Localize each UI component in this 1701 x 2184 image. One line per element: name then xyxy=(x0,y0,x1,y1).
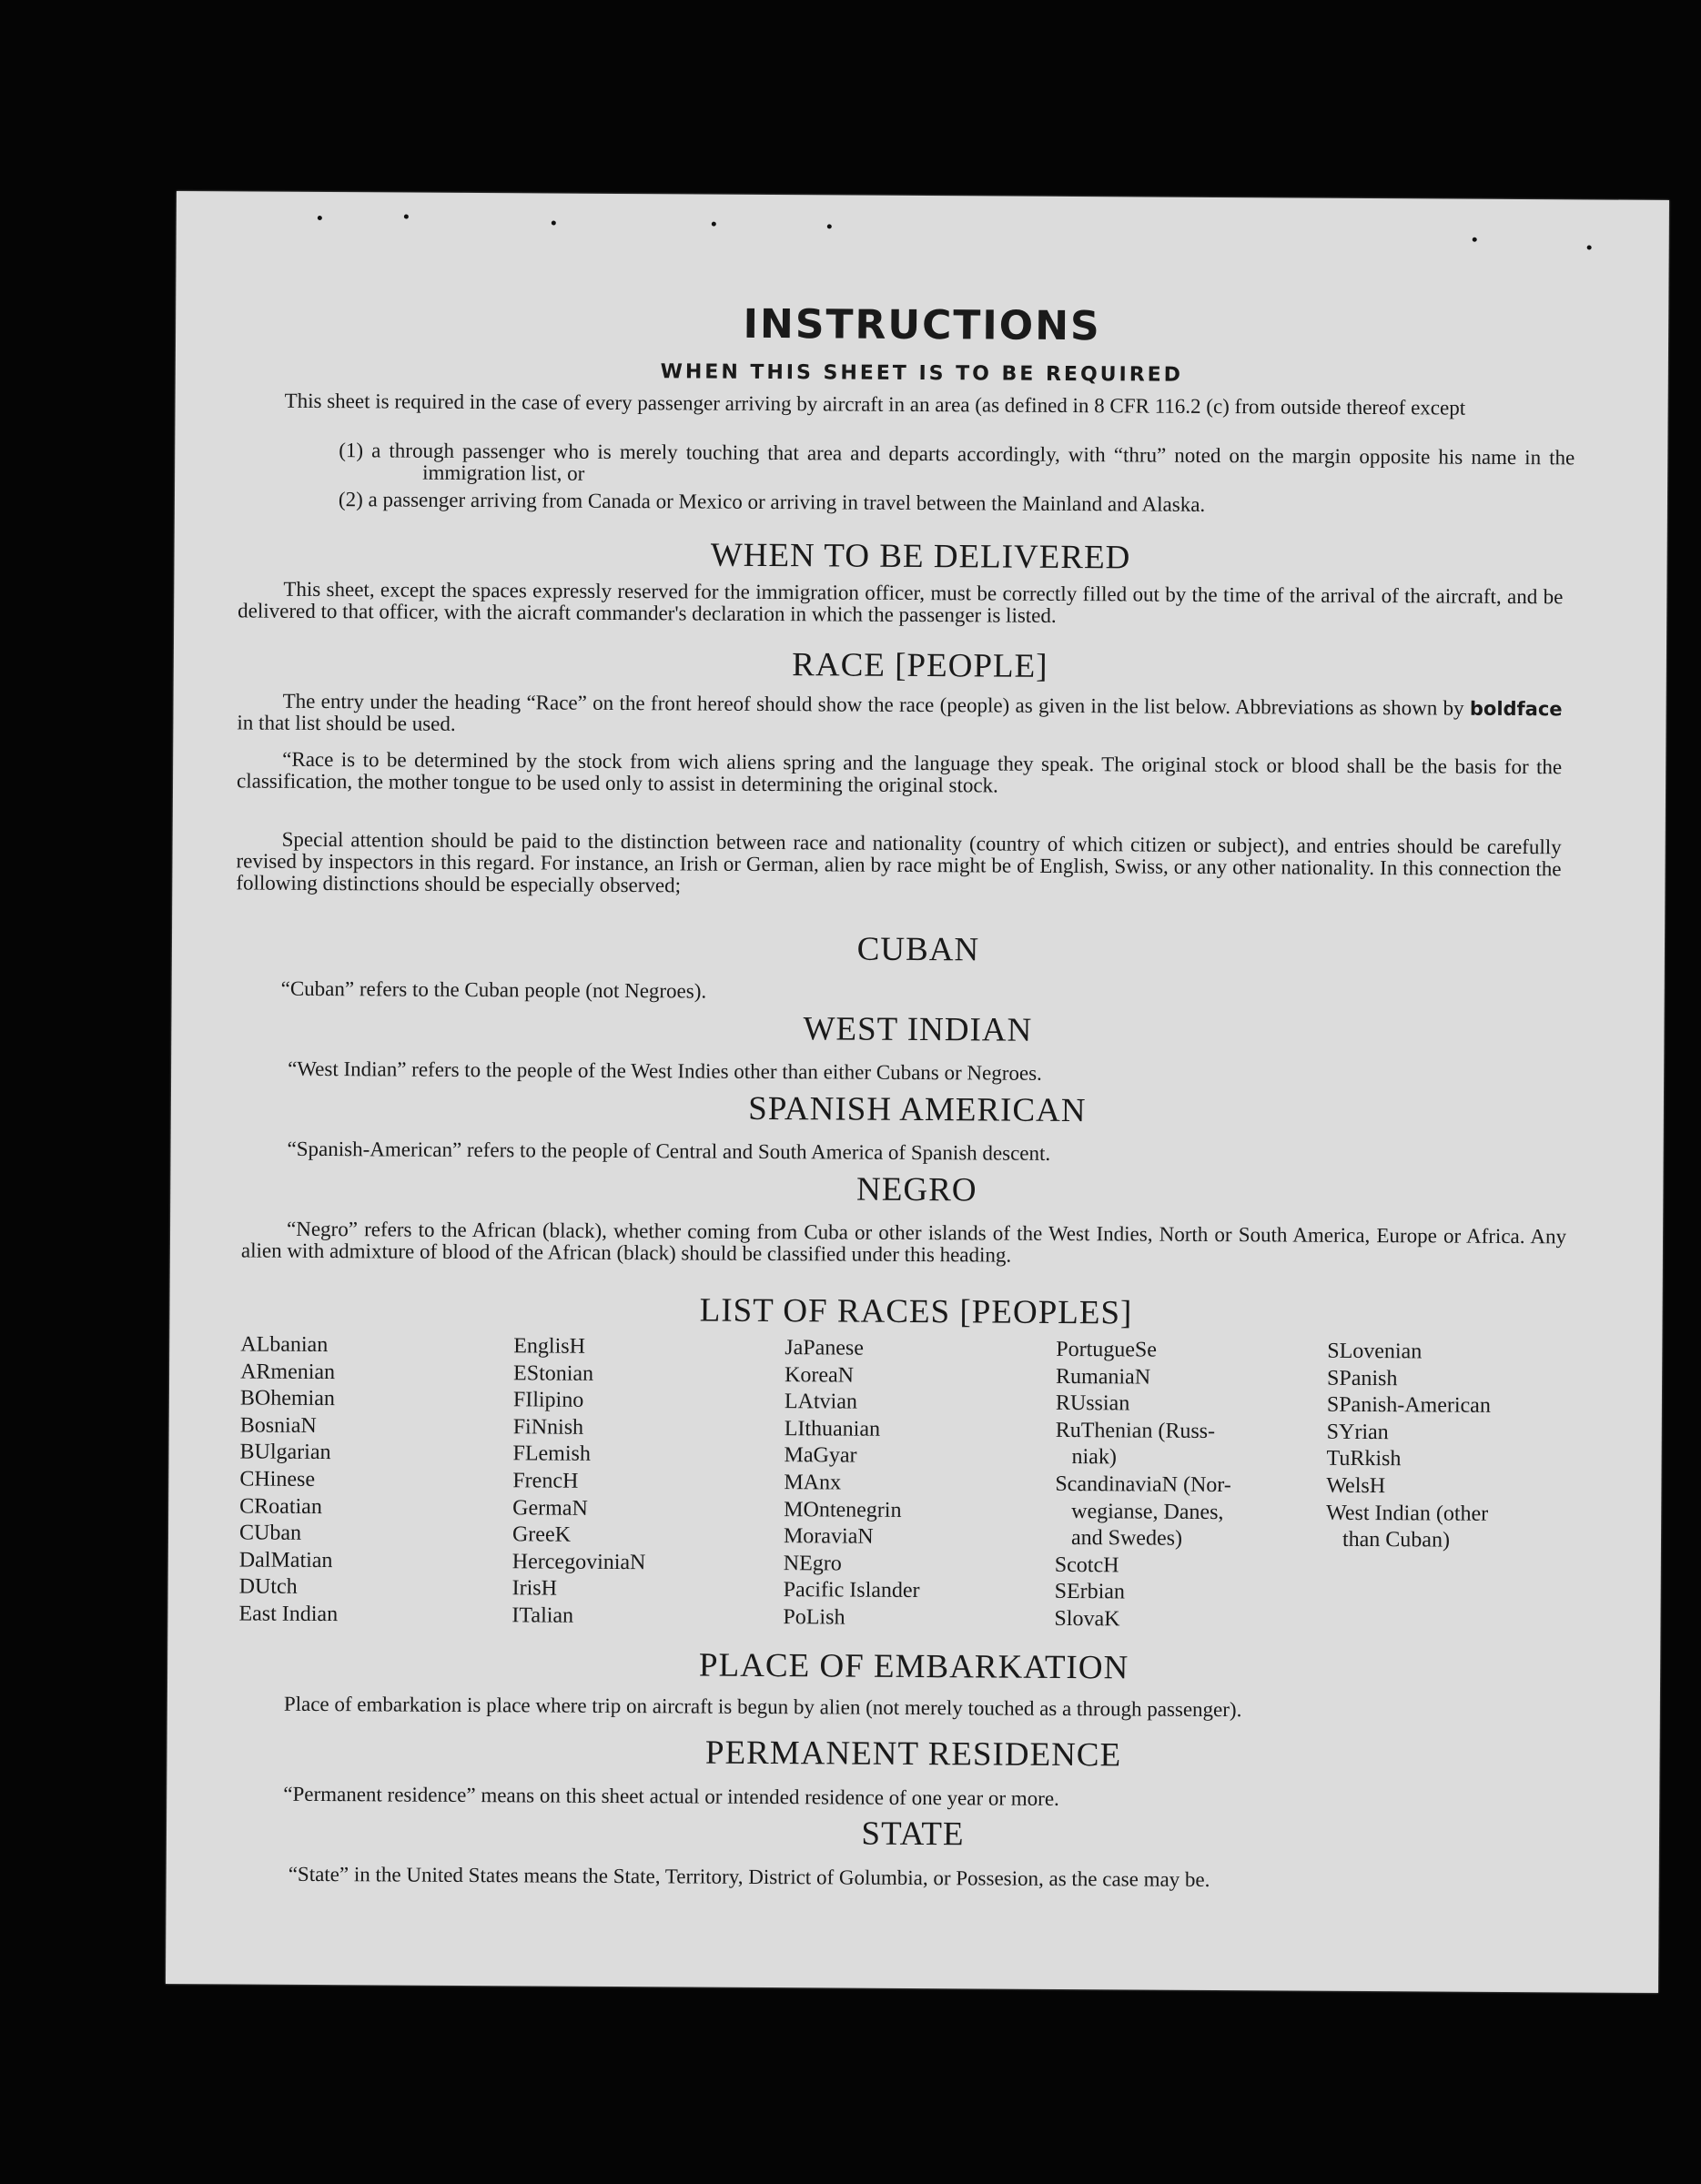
ink-speck xyxy=(318,216,322,220)
race-entry: CUban xyxy=(238,1521,302,1546)
heading-state: STATE xyxy=(861,1815,965,1854)
heading-place-of-embarkation: PLACE OF EMBARKATION xyxy=(698,1646,1129,1687)
race-entry: EnglisH xyxy=(513,1334,586,1359)
ink-speck xyxy=(712,222,716,227)
race-entry: FIlipino xyxy=(512,1388,584,1412)
race-entry: ALbanian xyxy=(240,1332,329,1358)
race-entry: IrisH xyxy=(511,1576,558,1601)
race-paragraph-2: “Race is to be determined by the stock from wich aliens spring and the language they speak. The original stock or blood shall be the basis for the classification, the mother tongue to be used only to assist in determining the original stock. xyxy=(236,747,1563,797)
race-entry: RuThenian (Russ- xyxy=(1055,1418,1216,1443)
race-entry: FiNnish xyxy=(512,1415,584,1440)
cuban-paragraph: “Cuban” refers to the Cuban people (not Negroes). xyxy=(280,976,707,1003)
heading-race: RACE [PEOPLE] xyxy=(792,646,1048,685)
race-entry: GermaN xyxy=(512,1495,588,1521)
intro-paragraph: This sheet is required in the case of every passenger arriving by aircraft in an area (as defined in 8 CFR 116.2 (c) from outside thereof except xyxy=(284,389,1466,420)
negro-paragraph: “Negro” refers to the African (black), whether coming from Cuba or other islands of the West Indies, North or South America, Europe or Africa. Any alien with admixture of blood of the African (black) should be classified under this heading. xyxy=(240,1217,1567,1267)
race-entry: KoreaN xyxy=(785,1362,855,1388)
race-paragraph-1 xyxy=(237,690,1562,742)
race-entry: SYrian xyxy=(1326,1420,1389,1444)
ink-speck xyxy=(404,215,409,219)
race-entry: ScotcH xyxy=(1054,1552,1119,1578)
race-entry: MaGyar xyxy=(784,1443,857,1468)
race-entry: than Cuban) xyxy=(1325,1527,1451,1552)
residence-paragraph: “Permanent residence” means on this sheet actual or intended residence of one year or more. xyxy=(283,1782,1059,1810)
race-entry: FLemish xyxy=(512,1441,591,1467)
exception-item-1: (1) a through passenger who is merely touching that area and departs accordingly, with “thru” noted on the margin opposite his name in the immigration list, or xyxy=(339,439,1575,485)
race-paragraph-3: Special attention should be paid to the distinction between race and nationality (country of which citizen or subject), and entries should be carefully revised by inspectors in this regard. For instance, an Irish or German, alien by race might be of English, Swiss, or any other nationality. In this connection the following distinctions should be especially observed; xyxy=(236,827,1562,897)
race-entry: SPanish-American xyxy=(1326,1392,1491,1419)
race-entry: BUlgarian xyxy=(239,1440,331,1465)
races-column-5 xyxy=(1326,1339,1600,1556)
race-entry: SLovenian xyxy=(1327,1339,1423,1364)
race-entry: East Indian xyxy=(238,1602,339,1627)
race-entry: WelsH xyxy=(1326,1473,1386,1499)
race-entry: JaPanese xyxy=(785,1336,864,1360)
document-subtitle: WHEN THIS SHEET IS TO BE REQUIRED xyxy=(660,360,1184,387)
race-entry: niak) xyxy=(1055,1445,1117,1470)
race-p1-text: The entry under the heading “Race” on the front hereof should show the race (people) as given in the list below. Abbreviations as shown by xyxy=(282,689,1464,720)
race-entry: ScandinaviaN (Nor- xyxy=(1055,1471,1231,1498)
race-entry: CRoatian xyxy=(239,1494,322,1519)
document-title: INSTRUCTIONS xyxy=(743,300,1101,350)
race-entry: RumaniaN xyxy=(1056,1364,1151,1390)
race-entry: RUssian xyxy=(1055,1391,1130,1416)
race-entry: ITalian xyxy=(511,1603,574,1628)
race-entry: LAtvian xyxy=(784,1390,857,1414)
race-entry: SPanish xyxy=(1327,1366,1398,1390)
embarkation-paragraph: Place of embarkation is place where trip on aircraft is begun by alien (not merely touched as a through passenger). xyxy=(283,1692,1242,1722)
race-entry: SErbian xyxy=(1054,1580,1126,1604)
race-entry: West Indian (other xyxy=(1326,1501,1489,1526)
race-entry: FrencH xyxy=(512,1469,579,1493)
race-entry: NEgro xyxy=(783,1551,842,1576)
race-entry: DalMatian xyxy=(238,1548,333,1572)
heading-list-of-races: LIST OF RACES [PEOPLES] xyxy=(699,1291,1133,1332)
race-entry: Pacific Islander xyxy=(783,1578,920,1603)
races-column-4 xyxy=(1054,1337,1329,1634)
race-entry: and Swedes) xyxy=(1054,1526,1183,1551)
heading-cuban: CUBAN xyxy=(856,930,980,969)
heading-when-delivered: WHEN TO BE DELIVERED xyxy=(710,536,1131,577)
race-entry: MOntenegrin xyxy=(784,1497,902,1522)
heading-permanent-residence: PERMANENT RESIDENCE xyxy=(704,1734,1122,1774)
west-indian-paragraph: “West Indian” refers to the people of the West Indies other than either Cubans or Negroes. xyxy=(288,1057,1042,1085)
race-entry: CHinese xyxy=(239,1467,316,1491)
race-entry: LIthuanian xyxy=(784,1416,881,1441)
ink-speck xyxy=(1587,245,1592,249)
ink-speck xyxy=(1473,238,1477,242)
heading-negro: NEGRO xyxy=(856,1170,977,1209)
race-entry: MAnx xyxy=(784,1471,842,1495)
ink-speck xyxy=(827,224,832,228)
races-column-1 xyxy=(238,1331,513,1629)
heading-spanish-american: SPANISH AMERICAN xyxy=(748,1089,1087,1130)
state-paragraph: “State” in the United States means the State, Territory, District of Golumbia, or Possesion, as the case may be. xyxy=(288,1862,1210,1891)
race-entry: GreeK xyxy=(511,1522,572,1547)
race-entry: ARmenian xyxy=(240,1360,336,1384)
race-entry: BOhemian xyxy=(239,1386,335,1411)
heading-west-indian: WEST INDIAN xyxy=(803,1010,1033,1049)
race-entry: DUtch xyxy=(238,1574,298,1600)
exception-item-2: (2) a passenger arriving from Canada or Mexico or arriving in travel between the Mainland and Alaska. xyxy=(338,488,1206,516)
race-entry: TuRkish xyxy=(1326,1447,1402,1471)
race-entry: EStonian xyxy=(513,1360,594,1386)
instruction-sheet xyxy=(166,191,1669,1993)
race-entry: MoraviaN xyxy=(783,1524,874,1549)
race-p1-text-end: in that list should be used. xyxy=(237,711,456,735)
boldface-word: boldface xyxy=(1469,697,1563,721)
ink-speck xyxy=(552,221,556,226)
delivered-paragraph: This sheet, except the spaces expressly reserved for the immigration officer, must be correctly filled out by the time of the arrival of the aircraft, and be delivered to that officer, with the aicraft commander's declaration in which the passenger is listed. xyxy=(238,577,1564,627)
races-column-3 xyxy=(783,1335,1058,1633)
race-entry: SlovaK xyxy=(1054,1606,1120,1632)
race-entry: HercegoviniaN xyxy=(511,1550,646,1574)
race-entry: wegianse, Danes, xyxy=(1055,1499,1224,1524)
race-entry: BosniaN xyxy=(239,1413,317,1438)
race-entry: PortugueSe xyxy=(1056,1337,1158,1362)
spanish-american-paragraph: “Spanish-American” refers to the people of Central and South America of Spanish descent. xyxy=(287,1137,1051,1165)
races-column-2 xyxy=(511,1333,786,1631)
race-entry: PoLish xyxy=(783,1605,845,1630)
